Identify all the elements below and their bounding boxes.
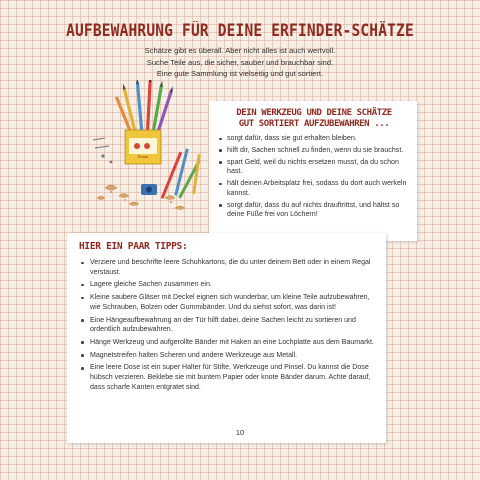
list-item: Hänge Werkzeug und aufgerollte Bänder mit Haken an eine Lochplatte aus dem Baumarkt.	[81, 338, 376, 348]
sharpener-icon	[141, 184, 157, 195]
pencils-and-sharpener-illustration	[85, 80, 225, 230]
tools-box-heading-line: GUT SORTIERT AUFZUBEWAHREN ...	[238, 119, 390, 129]
list-item: hält deinen Arbeitsplatz frei, sodass du dort auch werkeln kannst.	[219, 179, 409, 198]
intro-text	[80, 45, 400, 80]
list-item: Kleine saubere Gläser mit Deckel eignen sich wunderbar, um kleine Teile aufzubewahren, wie Schrauben, Bolzen oder Gummibänder. Und du siehst sofort, was darin ist!	[81, 293, 376, 312]
pencil-icon	[146, 80, 152, 132]
list-item: Lagere gleiche Sachen zusammen ein.	[81, 280, 376, 290]
pencil-can-icon	[125, 130, 161, 164]
list-item: sorgt dafür, dass sie gut erhalten bleiben.	[219, 134, 409, 144]
tools-storage-box	[209, 101, 417, 241]
page-title: AUFBEWAHRUNG FÜR DEINE ERFINDER-SCHÄTZE	[66, 21, 414, 40]
intro-line: Schätze gibt es überall. Aber nicht alles ist auch wertvoll.	[144, 46, 336, 55]
list-item: Magnetstreifen halten Scheren und andere Werkzeuge aus Metall.	[81, 351, 376, 361]
intro-line: Eine gute Sammlung ist vielseitig und gut sortiert.	[156, 69, 324, 78]
tools-box-heading	[219, 108, 409, 130]
tips-box	[67, 233, 386, 443]
page-number: 10	[235, 428, 245, 437]
intro-line: Suche Teile aus, die sicher, sauber und brauchbar sind.	[146, 57, 334, 67]
list-item: hilft dir, Sachen schnell zu finden, wenn du sie brauchst.	[219, 146, 409, 156]
list-item: sorgt dafür, dass du auf nichts drauftrittst, und hältst so deine Füße frei von Löchern!	[219, 201, 409, 220]
tips-list	[81, 258, 376, 392]
nails-icon	[93, 138, 112, 163]
pencil-icon	[135, 80, 143, 132]
list-item: Verziere und beschrifte leere Schuhkartons, die du unter deinem Bett oder in einem Regal verstaust.	[81, 258, 376, 277]
tools-benefits-list	[219, 134, 409, 220]
pencil-icon	[174, 148, 189, 195]
tools-box-heading-line: DEIN WERKZEUG UND DEINE SCHÄTZE	[236, 108, 392, 118]
pencil-icon	[161, 151, 183, 198]
svg-text:Ponta: Ponta	[137, 154, 149, 159]
list-item: Eine leere Dose ist ein super Halter für Stifte, Werkzeuge und Pinsel. Du kannst die Dose hübsch verzieren. Beklebe sie mit buntem Papier oder knote Bänder darum. Achte darauf, dass scharfe Kanten entgratet sind.	[81, 363, 376, 392]
list-item: spart Geld, weil du nichts ersetzen musst, da du schon hast.	[219, 158, 409, 177]
tips-heading: HIER EIN PAAR TIPPS:	[79, 241, 188, 252]
list-item: Eine Hängeaufbewahrung an der Tür hilft dabei, deine Sachen leicht zu sortieren und ordentlich aufzubewahren.	[81, 316, 376, 335]
